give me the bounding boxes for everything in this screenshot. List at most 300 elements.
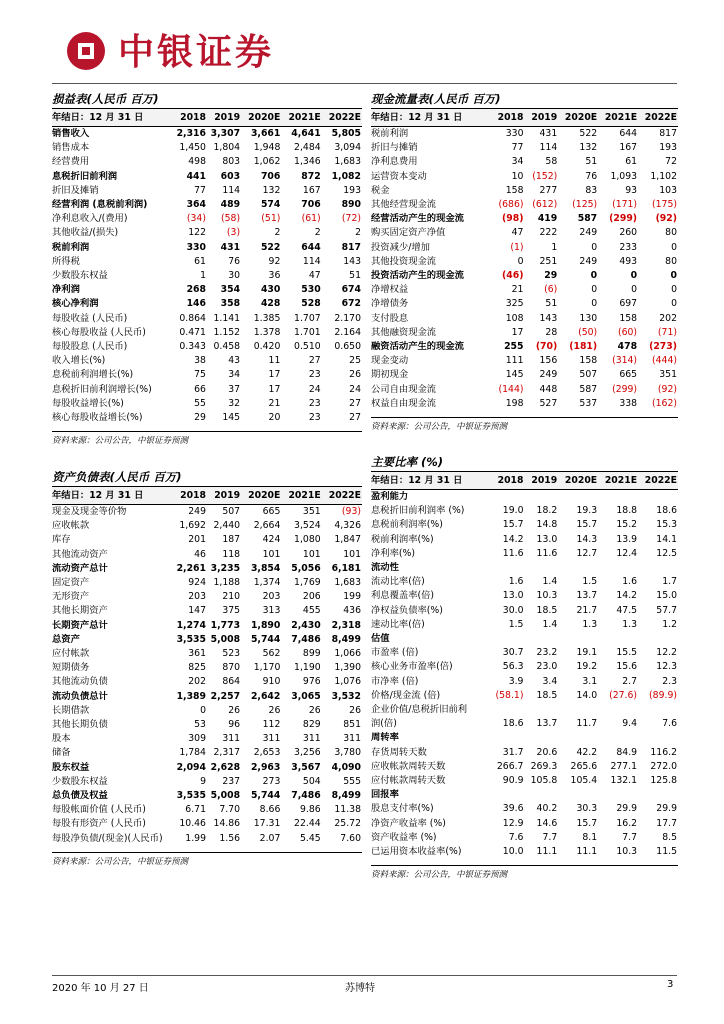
cell-value: 1.5 — [508, 618, 524, 630]
cell-value: 0 — [671, 241, 677, 253]
cell-value: 130 — [579, 312, 598, 324]
row-label: 息税折旧前利润 — [52, 170, 118, 182]
cell-value: 1,773 — [210, 619, 241, 631]
table-row — [371, 746, 678, 760]
cell-value: (92) — [655, 213, 677, 225]
cell-value — [598, 731, 638, 745]
balance-sheet-section — [52, 469, 362, 867]
cell-value: 3,532 — [331, 690, 361, 702]
cell-value: (181) — [569, 341, 598, 353]
cell-value: 30.7 — [502, 647, 524, 659]
table-row — [371, 604, 678, 618]
row-label: 核心净利润 — [52, 298, 99, 310]
row-label: 销售成本 — [52, 142, 90, 154]
table-row — [52, 675, 362, 689]
table-row — [52, 732, 362, 746]
cell-value: 38 — [194, 355, 206, 367]
cell-value: 1,804 — [213, 142, 241, 154]
cell-value: 114 — [222, 184, 241, 196]
column-header-year: 2021E — [281, 487, 321, 505]
cell-value: 18.6 — [656, 505, 677, 517]
cell-value: 42.2 — [576, 746, 598, 758]
table-row — [52, 411, 362, 425]
table-row — [52, 397, 362, 411]
cell-value: 10 — [511, 170, 524, 182]
cell-value: 9.86 — [299, 804, 321, 816]
cell-value: 697 — [619, 298, 638, 310]
table-row — [371, 845, 678, 859]
cell-value: 311 — [222, 733, 241, 745]
cell-value: 272.0 — [650, 760, 677, 772]
table-row — [371, 646, 678, 660]
row-label: 储备 — [52, 747, 71, 759]
table-row — [371, 788, 678, 802]
cell-value: 101 — [262, 548, 281, 560]
cell-value: 15.2 — [616, 519, 638, 531]
cell-value: 29 — [544, 270, 558, 282]
cell-value: 3,661 — [250, 128, 281, 139]
cell-value: 30 — [228, 270, 241, 282]
cell-value: 25.72 — [334, 818, 361, 830]
cell-value: 11.7 — [576, 718, 598, 730]
table-row — [371, 312, 678, 326]
cell-value: 20.6 — [536, 746, 558, 758]
cell-value: 3,780 — [334, 747, 361, 759]
cell-value: (92) — [657, 383, 677, 395]
row-label: 股东权益 — [52, 761, 90, 773]
table-row — [371, 717, 678, 731]
cell-value: 8,499 — [331, 633, 361, 645]
cell-value: 72 — [665, 156, 677, 168]
cell-value: 358 — [220, 298, 241, 310]
cell-value: 10.0 — [502, 846, 524, 858]
cell-value: 2,094 — [176, 761, 206, 773]
cell-value: 7.6 — [508, 831, 524, 843]
row-label: 税前利润 — [52, 241, 90, 253]
table-row — [52, 789, 362, 803]
cell-value: 23.0 — [536, 661, 558, 673]
row-label: 无形资产 — [52, 591, 90, 603]
row-label: 融资活动产生的现金流 — [371, 341, 464, 353]
cell-value: (61) — [301, 213, 321, 225]
cell-value — [491, 703, 525, 717]
balance-source-note: 资料来源：公司公告，中银证券预测 — [52, 852, 362, 867]
cell-value: 51 — [585, 156, 598, 168]
cell-value — [558, 788, 598, 802]
cell-value: 40.2 — [536, 803, 558, 815]
cell-value: 441 — [186, 170, 206, 182]
cell-value: 26 — [228, 704, 241, 716]
cell-value: 870 — [222, 662, 241, 674]
cell-value: 18.2 — [536, 505, 558, 517]
row-label: 税金 — [371, 184, 390, 196]
cell-value: 976 — [302, 676, 321, 688]
row-label: 核心每股收益增长(%) — [52, 412, 143, 424]
cell-value: 3,535 — [176, 790, 206, 802]
cell-value: 0.471 — [179, 326, 206, 338]
row-label: 每股收益 (人民币) — [52, 312, 128, 324]
table-row — [52, 255, 362, 269]
cell-value: 0 — [200, 704, 206, 716]
cell-value: (98) — [502, 213, 524, 225]
cell-value: 1.701 — [294, 326, 321, 338]
cell-value: 1.378 — [253, 326, 281, 338]
cell-value: 448 — [539, 383, 558, 395]
cell-value: 265.6 — [570, 760, 598, 772]
cell-value: 25 — [349, 355, 361, 367]
cell-value: 2,317 — [213, 747, 241, 759]
cell-value: 11.1 — [536, 846, 558, 858]
table-row — [371, 632, 678, 646]
table-row — [52, 761, 362, 775]
row-label: 净利润 — [52, 284, 80, 296]
footer-date: 2020 年 10 月 27 日 — [52, 983, 149, 994]
cell-value: 8.66 — [259, 804, 281, 816]
cell-value: 665 — [262, 506, 281, 517]
cell-value: 14.1 — [656, 533, 677, 545]
row-label: 其他流动资产 — [52, 548, 108, 560]
cell-value: 0.650 — [334, 341, 361, 353]
table-row — [52, 170, 362, 184]
row-label: 息税前利润增长(%) — [52, 369, 134, 381]
table-row — [371, 802, 678, 816]
cell-value: 9.4 — [622, 718, 638, 730]
header-divider — [52, 83, 677, 84]
table-row — [371, 675, 678, 689]
cell-value: 2,484 — [294, 142, 321, 154]
cell-value: 574 — [260, 199, 281, 211]
cell-value: 2.170 — [334, 312, 361, 324]
cell-value: 29 — [194, 412, 206, 424]
cell-value: (71) — [657, 326, 677, 338]
cell-value: 325 — [505, 298, 524, 310]
cell-value: (125) — [572, 199, 598, 211]
cell-value: 587 — [577, 213, 598, 225]
cell-value — [598, 788, 638, 802]
cell-value: 111 — [505, 355, 524, 367]
table-row — [52, 505, 362, 520]
table-row — [371, 368, 678, 382]
table-row — [52, 312, 362, 326]
table-row — [52, 241, 362, 255]
cell-value: 105.4 — [570, 775, 598, 787]
cell-value: 26 — [349, 704, 361, 716]
cell-value: 2,261 — [176, 562, 206, 574]
table-row — [371, 283, 678, 297]
table-row — [371, 297, 678, 311]
cell-value: 803 — [222, 156, 241, 168]
row-label: 运营资本变动 — [371, 170, 427, 182]
cell-value: (93) — [341, 506, 361, 517]
cell-value: 101 — [302, 548, 321, 560]
cell-value: 11.1 — [576, 846, 598, 858]
cell-value: (152) — [532, 170, 558, 182]
cell-value: 0.420 — [253, 341, 281, 353]
row-label: 每股有形资产 (人民币) — [52, 818, 146, 830]
row-label: 短期债务 — [52, 662, 90, 674]
cell-value: 158 — [619, 312, 638, 324]
cell-value: 47 — [308, 270, 321, 282]
ratios-title: 主要比率 (%) — [371, 454, 678, 472]
row-label: 净利息费用 — [371, 156, 418, 168]
row-label: 每股收益增长(%) — [52, 397, 124, 409]
cell-value: 24 — [349, 383, 361, 395]
column-header-year: 2021E — [281, 109, 321, 127]
row-label: 市净率 (倍) — [371, 675, 419, 687]
cell-value: 375 — [222, 605, 241, 617]
cell-value: 268 — [186, 284, 206, 296]
cell-value — [638, 490, 678, 505]
cell-value: (50) — [578, 326, 598, 338]
cell-value: 2.164 — [334, 326, 361, 338]
cashflow-source-note: 资料来源：公司公告，中银证券预测 — [371, 417, 678, 432]
table-row — [52, 718, 362, 732]
cell-value: 76 — [228, 255, 241, 267]
cell-value: 56.3 — [502, 661, 524, 673]
row-label: 流动资产总计 — [52, 562, 108, 574]
balance-title: 资产负债表(人民币 百万) — [52, 469, 362, 487]
cell-value: 167 — [619, 142, 638, 154]
cell-value — [491, 788, 525, 802]
cell-value: 66 — [194, 383, 206, 395]
row-label: 净利率(%) — [371, 547, 415, 559]
cell-value — [638, 703, 678, 717]
cell-value — [524, 788, 558, 802]
cell-value: 105.8 — [530, 775, 558, 787]
cell-value: 0 — [590, 270, 598, 282]
cell-value: 674 — [341, 284, 361, 296]
table-row — [371, 504, 678, 518]
cell-value: 1,389 — [176, 690, 206, 702]
cell-value: 522 — [579, 128, 598, 139]
cell-value: 21 — [511, 284, 524, 296]
table-row — [371, 383, 678, 397]
table-row — [52, 226, 362, 240]
table-row — [52, 141, 362, 155]
cell-value: 29.9 — [616, 803, 638, 815]
row-label: 总资产 — [52, 633, 80, 645]
cell-value: 27 — [308, 355, 321, 367]
cell-value: 13.0 — [536, 533, 558, 545]
column-header-year: 2018 — [491, 472, 525, 490]
cell-value: 0 — [591, 241, 598, 253]
cell-value: 1,692 — [179, 520, 206, 532]
cell-value: 522 — [260, 241, 281, 253]
cell-value: 12.4 — [616, 547, 638, 559]
cell-value: 504 — [302, 775, 321, 787]
cell-value: 249 — [188, 506, 206, 517]
cell-value: (175) — [652, 199, 677, 211]
cell-value: 0 — [631, 284, 638, 296]
cell-value: 455 — [302, 605, 321, 617]
cell-value: 0 — [671, 298, 677, 310]
cell-value: 15.7 — [576, 817, 598, 829]
cell-value: 14.0 — [576, 689, 598, 701]
cell-value: 273 — [262, 775, 281, 787]
cell-value: 1.3 — [582, 618, 598, 630]
cell-value: 311 — [302, 733, 321, 745]
cell-value: 266.7 — [496, 760, 524, 772]
cell-value: (3) — [226, 227, 241, 239]
table-row — [52, 704, 362, 718]
row-label: 其他流动负债 — [52, 676, 108, 688]
cell-value: 1.707 — [294, 312, 321, 324]
row-label: 库存 — [52, 534, 71, 546]
cell-value: 0 — [670, 270, 677, 282]
cell-value: 2.07 — [259, 832, 281, 844]
cell-value — [491, 632, 525, 646]
cell-value: 19.1 — [576, 647, 598, 659]
cell-value: 0.343 — [179, 341, 206, 353]
cell-value: 75 — [194, 369, 206, 381]
row-label: 固定资产 — [52, 577, 90, 589]
cell-value: 1,080 — [294, 534, 321, 546]
row-label: 速动比率(倍) — [371, 618, 425, 630]
table-row — [371, 703, 678, 717]
cell-value: 15.5 — [616, 647, 638, 659]
cash-flow-section — [371, 91, 678, 432]
cell-value: 83 — [585, 184, 598, 196]
table-row — [52, 746, 362, 760]
cell-value: 2 — [314, 227, 321, 239]
table-row — [52, 619, 362, 633]
row-label: 其他长期资产 — [52, 605, 108, 617]
table-row — [371, 155, 678, 169]
cell-value: 8,499 — [331, 790, 361, 802]
cell-value: 21.7 — [576, 604, 598, 616]
column-header-year: 2018 — [173, 109, 207, 127]
cell-value — [598, 561, 638, 575]
table-row — [52, 803, 362, 817]
cell-value: 96 — [228, 719, 241, 731]
table-row — [371, 141, 678, 155]
cell-value: 15.7 — [502, 519, 524, 531]
table-row — [52, 198, 362, 212]
row-label: 经营利润 (息税前利润) — [52, 199, 148, 211]
cell-value: 145 — [222, 412, 241, 424]
table-row — [371, 170, 678, 184]
cell-value: 19.0 — [502, 505, 524, 517]
table-row — [371, 397, 678, 411]
row-label: 其他收益/(损失) — [52, 227, 119, 239]
cell-value: 51 — [545, 298, 558, 310]
cell-value: 34 — [228, 369, 241, 381]
cell-value: 1,374 — [253, 577, 281, 589]
table-row — [371, 760, 678, 774]
table-row — [371, 269, 678, 283]
cell-value: 2 — [355, 227, 361, 239]
cell-value: 1.6 — [508, 576, 524, 588]
cell-value — [524, 490, 558, 505]
footer-company: 苏博特 — [345, 983, 375, 994]
cell-value: 249 — [539, 369, 558, 381]
income-title: 损益表(人民币 百万) — [52, 91, 362, 109]
cell-value: 5,744 — [250, 633, 281, 645]
cell-value: 202 — [659, 312, 677, 324]
cell-value: 3.4 — [542, 675, 558, 687]
cell-value: 10.3 — [536, 590, 558, 602]
row-label: 现金变动 — [371, 355, 409, 367]
cell-value: 23.2 — [536, 647, 558, 659]
cell-value: 193 — [343, 184, 361, 196]
table-header-row — [52, 487, 362, 505]
cell-value — [638, 788, 678, 802]
cell-value — [558, 561, 598, 575]
table-row — [52, 155, 362, 169]
footer-page-number: 3 — [667, 979, 674, 990]
row-label: 存货周转天数 — [371, 746, 427, 758]
cell-value: 61 — [194, 255, 206, 267]
cell-value: 132 — [262, 184, 281, 196]
cell-value: 330 — [186, 241, 206, 253]
cell-value: 12.5 — [656, 547, 677, 559]
cell-value: 116.2 — [650, 746, 677, 758]
cell-value: 260 — [619, 227, 638, 239]
cell-value: 3.1 — [582, 675, 598, 687]
cell-value: 19.3 — [576, 505, 598, 517]
income-source-note: 资料来源：公司公告，中银证券预测 — [52, 431, 362, 446]
cell-value: 507 — [579, 369, 598, 381]
table-row — [52, 127, 362, 142]
cell-value: 2,318 — [331, 619, 361, 631]
table-row — [52, 832, 362, 846]
cell-value: 1,066 — [334, 648, 361, 660]
row-label: 其他经营现金流 — [371, 199, 437, 211]
cell-value — [598, 703, 638, 717]
cell-value: 351 — [659, 369, 677, 381]
cell-value: 5,056 — [291, 562, 321, 574]
table-row — [52, 817, 362, 831]
cell-value: 15.0 — [656, 590, 677, 602]
cell-value: 199 — [343, 591, 361, 603]
cell-value: 15.7 — [576, 519, 598, 531]
table-row — [371, 689, 678, 703]
cell-value: 428 — [260, 298, 281, 310]
row-label: 其他融资现金流 — [371, 326, 437, 338]
cell-value: 924 — [188, 577, 206, 589]
income-table — [52, 109, 362, 425]
table-row — [371, 575, 678, 589]
column-header-year: 2022E — [638, 109, 678, 127]
cell-value: (612) — [532, 199, 558, 211]
cell-value: 910 — [262, 676, 281, 688]
row-label: 折旧及摊销 — [52, 184, 99, 196]
cell-value: 498 — [188, 156, 206, 168]
row-label: 净权益负债率(%) — [371, 604, 443, 616]
row-label: 折旧与摊销 — [371, 142, 418, 154]
cell-value: 11.38 — [334, 804, 361, 816]
cell-value: 237 — [222, 775, 241, 787]
cell-value: 2,430 — [291, 619, 321, 631]
column-header-label: 年结日：12 月 31 日 — [371, 472, 491, 490]
cell-value: 4,090 — [331, 761, 361, 773]
cell-value — [598, 632, 638, 646]
cell-value: 103 — [659, 184, 677, 196]
cell-value — [638, 561, 678, 575]
row-label: 价格/现金流 (倍) — [371, 689, 441, 701]
cell-value: 101 — [343, 548, 361, 560]
cell-value: 55 — [194, 397, 206, 409]
cell-value: 1,082 — [331, 170, 361, 182]
cell-value: 424 — [262, 534, 281, 546]
brand-name: 中银证券 — [118, 31, 275, 73]
cell-value: 13.7 — [576, 590, 598, 602]
column-header-year: 2020E — [241, 109, 281, 127]
table-row — [52, 633, 362, 647]
cell-value: 203 — [262, 591, 281, 603]
cell-value: 12.9 — [502, 817, 524, 829]
cell-value — [638, 632, 678, 646]
